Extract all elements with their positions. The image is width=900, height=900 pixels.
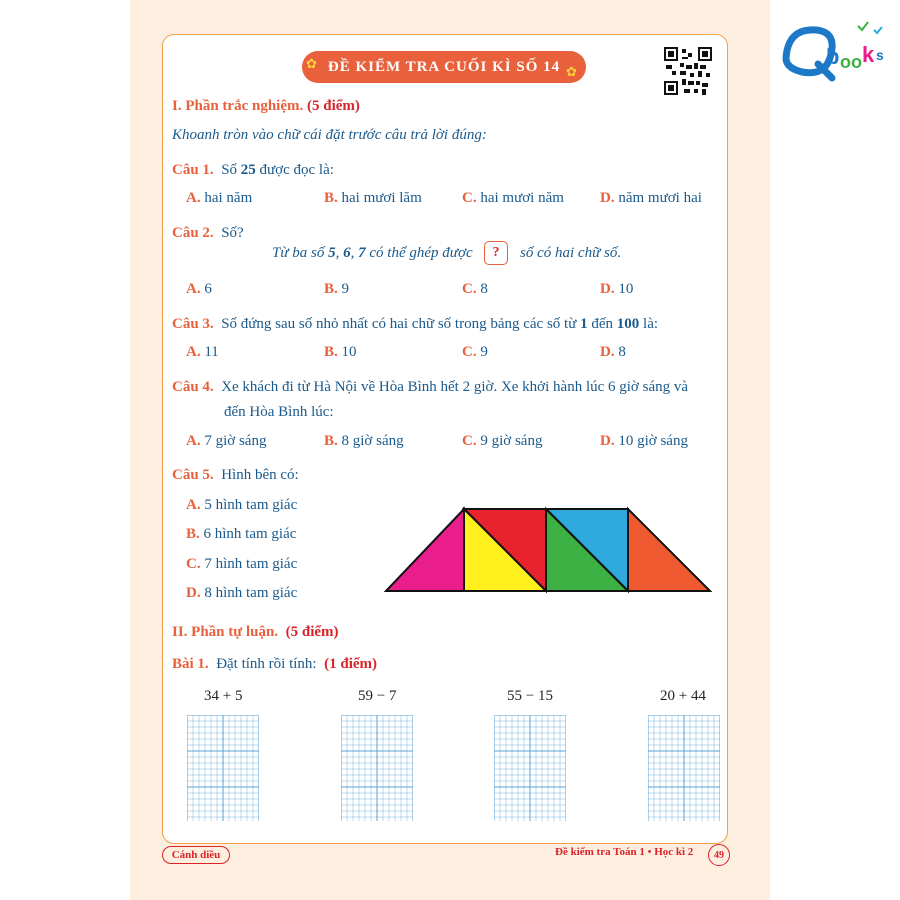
question-3: Câu 3. Số đứng sau số nhỏ nhất có hai chữ số trong bảng các số từ 1 đến 100 là:: [172, 316, 659, 332]
question-1: Câu 1. Số 25 được đọc là:: [172, 162, 334, 178]
q2-subtext: Từ ba số 5, 6, 7 có thể ghép được: [272, 245, 473, 261]
question-4: Câu 4. Xe khách đi từ Hà Nội về Hòa Bình hết 2 giờ. Xe khởi hành lúc 6 giờ sáng và: [172, 379, 689, 395]
calculation-grid[interactable]: [341, 715, 413, 821]
triangle-figure: [380, 505, 716, 597]
footer-title: Đề kiểm tra Toán 1 • Học kì 2: [555, 846, 694, 858]
orange-triangle: [628, 509, 710, 591]
q1-option-b[interactable]: B. hai mươi lăm: [324, 190, 422, 206]
calculation-grid[interactable]: [187, 715, 259, 821]
calculation-grid[interactable]: [648, 715, 720, 821]
q5-option-a[interactable]: A. 5 hình tam giác: [186, 497, 298, 513]
page-number: 49: [708, 844, 730, 866]
svg-text:oo: oo: [840, 52, 862, 72]
exercise-1: Bài 1. Đặt tính rồi tính: (1 điểm): [172, 656, 378, 672]
magenta-triangle: [386, 509, 464, 591]
qr-code-icon: [664, 47, 712, 95]
q2-option-c[interactable]: C. 8: [462, 281, 488, 297]
q5-option-d[interactable]: D. 8 hình tam giác: [186, 585, 298, 601]
question-4-line2: đến Hòa Bình lúc:: [224, 404, 334, 420]
test-title: ĐỀ KIỂM TRA CUỐI KÌ SỐ 14: [302, 51, 586, 83]
q2-option-d[interactable]: D. 10: [600, 281, 634, 297]
q3-option-d[interactable]: D. 8: [600, 344, 626, 360]
q2-option-b[interactable]: B. 9: [324, 281, 350, 297]
instruction: Khoanh tròn vào chữ cái đặt trước câu trả lời đúng:: [172, 127, 487, 143]
qbooks-logo: [778, 18, 890, 82]
q2-option-a[interactable]: A. 6: [186, 281, 212, 297]
expression-2: 59 − 7: [358, 688, 397, 704]
q4-option-d[interactable]: D. 10 giờ sáng: [600, 433, 688, 449]
footer-series: Cánh diều: [162, 846, 230, 864]
expression-1: 34 + 5: [204, 688, 243, 704]
q5-option-b[interactable]: B. 6 hình tam giác: [186, 526, 297, 542]
question-5: Câu 5. Hình bên có:: [172, 467, 299, 483]
q1-option-c[interactable]: C. hai mươi năm: [462, 190, 564, 206]
q4-option-b[interactable]: B. 8 giờ sáng: [324, 433, 404, 449]
svg-text:k: k: [862, 42, 875, 67]
part1-heading: I. Phần trắc nghiệm. (5 điểm): [172, 98, 360, 114]
q4-option-a[interactable]: A. 7 giờ sáng: [186, 433, 267, 449]
q4-option-c[interactable]: C. 9 giờ sáng: [462, 433, 543, 449]
q3-option-a[interactable]: A. 11: [186, 344, 219, 360]
question-2: Câu 2. Số?: [172, 225, 244, 241]
answer-box[interactable]: ?: [484, 241, 508, 265]
svg-text:s: s: [876, 47, 884, 63]
q1-option-a[interactable]: A. hai năm: [186, 190, 253, 206]
flower-icon: ✿: [566, 64, 577, 79]
q5-option-c[interactable]: C. 7 hình tam giác: [186, 556, 298, 572]
expression-3: 55 − 15: [507, 688, 553, 704]
q3-option-b[interactable]: B. 10: [324, 344, 357, 360]
q3-option-c[interactable]: C. 9: [462, 344, 488, 360]
calculation-grid[interactable]: [494, 715, 566, 821]
expression-4: 20 + 44: [660, 688, 706, 704]
part2-heading: II. Phần tự luận. (5 điểm): [172, 624, 339, 640]
q1-option-d[interactable]: D. năm mươi hai: [600, 190, 702, 206]
flower-icon: ✿: [306, 56, 317, 71]
svg-text:b: b: [826, 44, 840, 69]
q2-subtext-end: số có hai chữ số.: [520, 245, 622, 261]
